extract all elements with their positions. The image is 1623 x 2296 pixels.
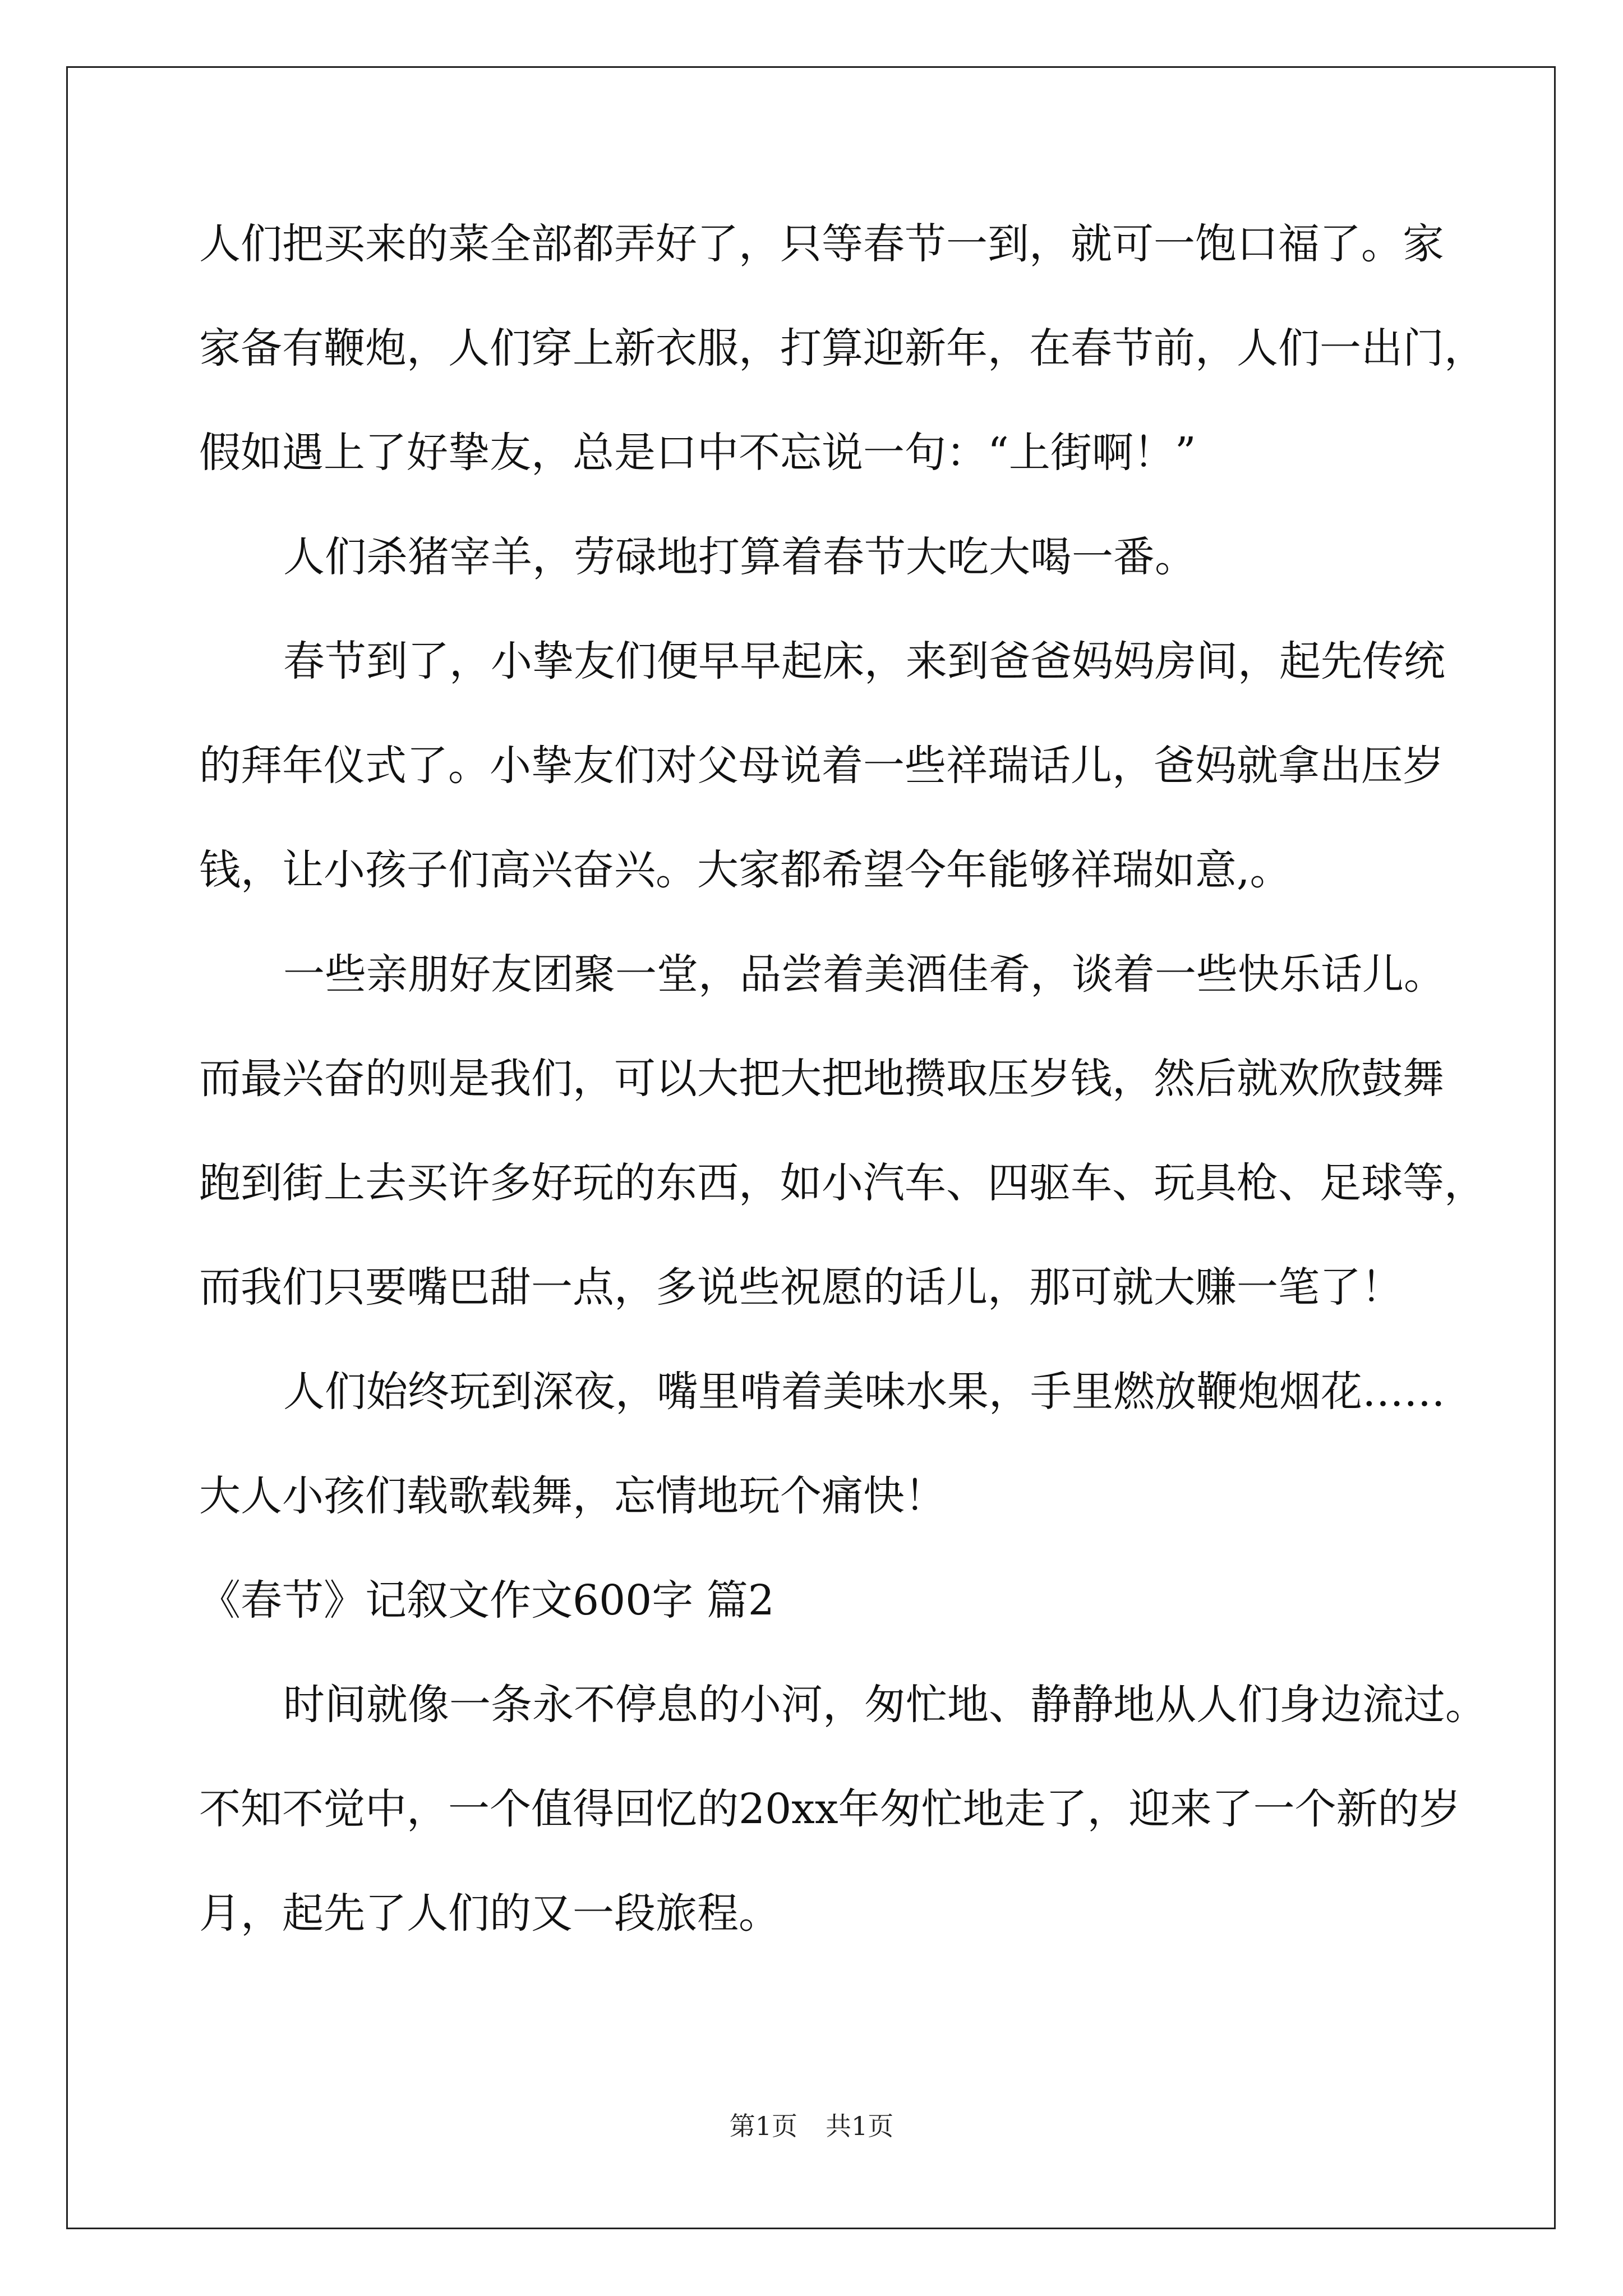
text-line: 不知不觉中，一个值得回忆的20xx年匆忙地走了，迎来了一个新的岁 — [199, 1785, 1461, 1833]
section-heading: 《春节》记叙文作文600字 篇2 — [199, 1576, 774, 1625]
page-number: 第1页 — [729, 2111, 797, 2141]
text-line: 钱，让小孩子们高兴奋兴。大家都希望今年能够祥瑞如意,。 — [199, 846, 1292, 894]
paragraph-start: 人们杀猪宰羊，劳碌地打算着春节大吃大喝一番。 — [283, 533, 1196, 581]
text-line: 家备有鞭炮，人们穿上新衣服，打算迎新年，在春节前，人们一出门， — [199, 324, 1486, 372]
paragraph-start: 一些亲朋好友团聚一堂，品尝着美酒佳肴，谈着一些快乐话儿。 — [283, 950, 1445, 999]
text-line: 而最兴奋的则是我们，可以大把大把地攒取压岁钱，然后就欢欣鼓舞 — [199, 1055, 1444, 1103]
text-line: 人们把买来的菜全部都弄好了，只等春节一到，就可一饱口福了。家 — [199, 220, 1444, 268]
text-line: 的拜年仪式了。小挚友们对父母说着一些祥瑞话儿，爸妈就拿出压岁 — [199, 742, 1444, 790]
text-line: 跑到街上去买许多好玩的东西，如小汽车、四驱车、玩具枪、足球等， — [199, 1159, 1486, 1207]
page-total: 共1页 — [826, 2111, 894, 2141]
paragraph-start: 人们始终玩到深夜，嘴里啃着美味水果，手里燃放鞭炮烟花…… — [283, 1368, 1445, 1416]
page-footer — [0, 2109, 1623, 2143]
text-line: 而我们只要嘴巴甜一点，多说些祝愿的话儿，那可就大赚一笔了！ — [199, 1263, 1403, 1312]
text-line: 月，起先了人们的又一段旅程。 — [199, 1889, 780, 1938]
text-line: 假如遇上了好挚友，总是口中不忘说一句：“上街啊！” — [199, 429, 1196, 477]
text-line: 大人小孩们载歌载舞，忘情地玩个痛快！ — [199, 1472, 946, 1520]
paragraph-start: 春节到了，小挚友们便早早起床，来到爸爸妈妈房间，起先传统 — [283, 637, 1445, 685]
paragraph-start: 时间就像一条永不停息的小河，匆忙地、静静地从人们身边流过。 — [283, 1681, 1487, 1729]
